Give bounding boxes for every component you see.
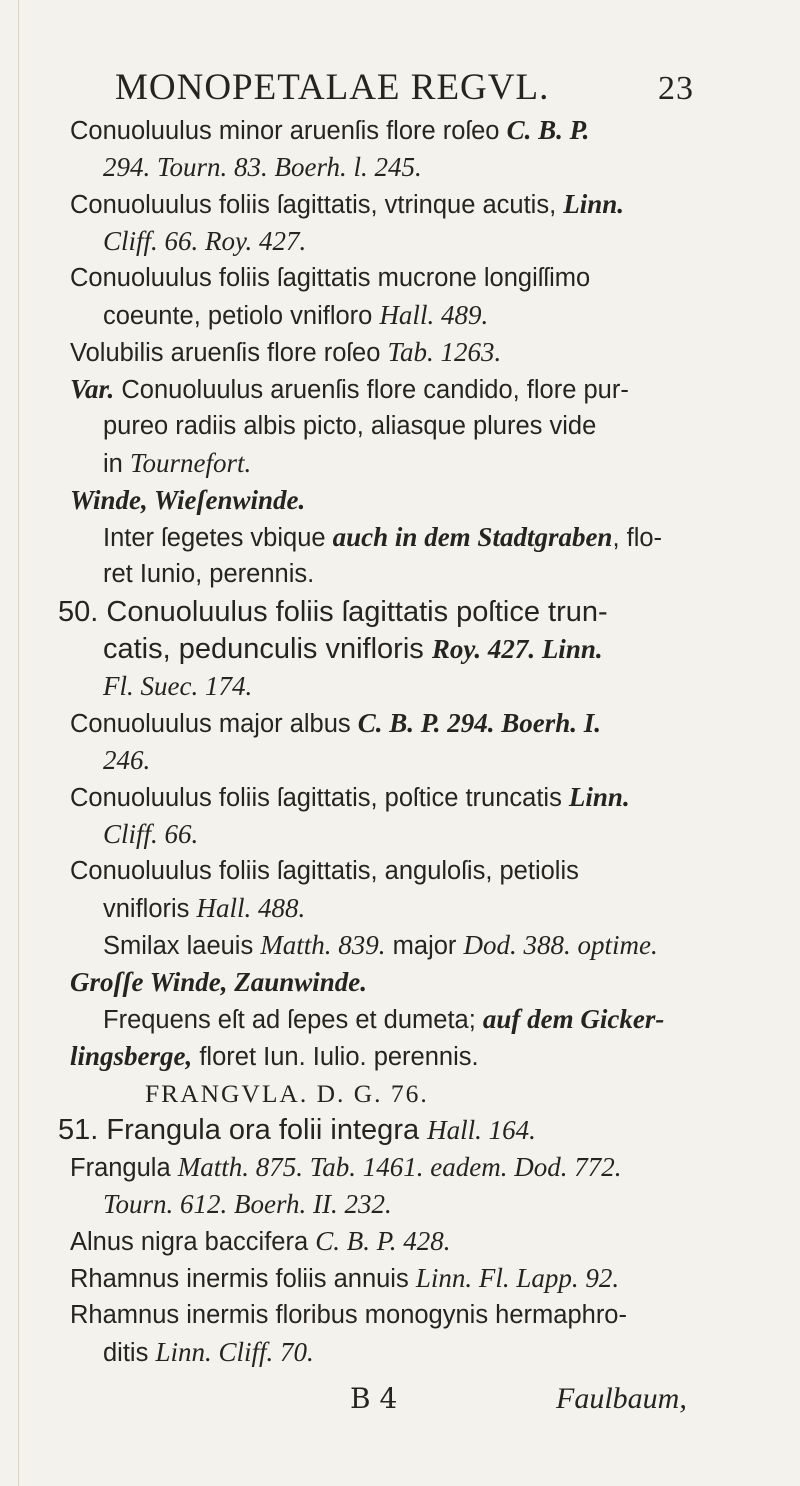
text-line xyxy=(145,1075,429,1113)
text-run: in xyxy=(103,450,130,478)
text-run: C. B. P. 294. Boerh. I. xyxy=(357,708,602,738)
text-run: Tourn. 612. Boerh. II. 232. xyxy=(103,1189,392,1219)
text-run: ditis xyxy=(103,1339,156,1367)
text-run: Cliff. 66. xyxy=(103,819,199,849)
text-run: floret Iun. Iulio. perennis. xyxy=(192,1043,479,1071)
running-head-title: MONOPETALAE REGVL. xyxy=(115,67,550,108)
text-run: Winde, Wieſenwinde. xyxy=(70,485,306,515)
text-run: Conuoluulus foliis ſagittatis mucrone longiſſimo xyxy=(70,264,591,292)
text-run: Roy. 427. Linn. xyxy=(431,634,603,664)
signature-mark: B 4 xyxy=(350,1382,398,1415)
text-run: lingsberge, xyxy=(70,1041,193,1071)
text-line xyxy=(103,556,314,593)
text-run: Inter ſegetes vbique xyxy=(103,524,333,552)
text-run: Rhamnus inermis floribus monogynis hermaphro- xyxy=(70,1301,627,1329)
text-run: coeunte, petiolo vnifloro xyxy=(103,302,380,330)
text-line xyxy=(70,371,629,409)
text-run: 246. xyxy=(103,745,151,775)
text-line xyxy=(70,482,305,520)
text-run: Hall. 488. xyxy=(196,893,306,923)
text-line xyxy=(103,408,596,445)
text-line xyxy=(103,816,198,854)
text-line xyxy=(103,149,422,187)
text-line xyxy=(103,297,488,335)
text-run: C. B. P. xyxy=(506,115,590,145)
text-line xyxy=(70,186,624,224)
text-run: auf dem Gicker- xyxy=(482,1004,665,1034)
text-line xyxy=(70,964,367,1002)
text-run: Linn. Cliff. 70. xyxy=(155,1337,314,1367)
text-run: Var. xyxy=(70,374,115,404)
text-line xyxy=(103,668,252,706)
text-run: C. B. P. 428. xyxy=(315,1226,451,1256)
text-run: 51. Frangula ora folii integra xyxy=(58,1114,428,1146)
text-line xyxy=(70,112,589,150)
text-run: Conuoluulus aruenſis flore candido, flore pur- xyxy=(114,376,629,404)
catchword: Faulbaum, xyxy=(556,1382,687,1415)
text-run: Hall. 489. xyxy=(379,300,489,330)
text-run: auch in dem Stadtgraben xyxy=(332,522,613,552)
text-line xyxy=(70,1297,627,1334)
text-line xyxy=(70,1149,621,1187)
text-run: Hall. 164. xyxy=(427,1115,536,1145)
text-line xyxy=(58,1112,536,1150)
text-run: ret Iunio, perennis. xyxy=(103,560,315,588)
text-run: Groſſe Winde, Zaunwinde. xyxy=(70,967,368,997)
text-line xyxy=(103,445,251,483)
text-run: Tournefort. xyxy=(129,448,252,478)
page-edge xyxy=(18,0,19,1486)
running-head xyxy=(115,66,715,109)
text-line xyxy=(103,1001,664,1039)
text-run: Linn. xyxy=(568,782,630,812)
text-run: FRANGVLA. D. G. 76. xyxy=(145,1079,429,1108)
text-run: Conuoluulus major albus xyxy=(70,710,358,738)
text-line xyxy=(70,779,630,817)
text-line xyxy=(70,1223,450,1261)
page-number: 23 xyxy=(658,70,694,107)
text-line xyxy=(70,260,590,297)
text-run: Conuoluulus foliis ſagittatis, poſtice truncatis xyxy=(70,784,569,812)
text-line xyxy=(103,1334,314,1372)
text-run: Volubilis aruenſis flore roſeo xyxy=(70,339,388,367)
text-run: Conuoluulus foliis ſagittatis, vtrinque acutis, xyxy=(70,191,564,219)
text-run: Frequens eſt ad ſepes et dumeta; xyxy=(103,1006,483,1034)
text-line xyxy=(70,1038,479,1076)
text-line xyxy=(70,853,579,890)
text-line xyxy=(70,705,601,743)
text-line xyxy=(103,519,662,557)
text-run: Linn. xyxy=(563,189,625,219)
text-run: catis, pedunculis vnifloris xyxy=(103,633,432,665)
text-run: Linn. Fl. Lapp. 92. xyxy=(415,1263,620,1293)
text-run: Cliff. 66. Roy. 427. xyxy=(103,226,307,256)
text-run: Rhamnus inermis foliis annuis xyxy=(70,1265,416,1293)
text-run: , flo- xyxy=(612,524,663,552)
text-line xyxy=(58,594,608,632)
text-run: Alnus nigra baccifera xyxy=(70,1228,316,1256)
text-run: Smilax laeuis xyxy=(103,932,261,960)
text-run: pureo radiis albis picto, aliasque plures vide xyxy=(103,412,597,440)
text-line xyxy=(103,631,603,669)
text-run: Conuoluulus foliis ſagittatis, anguloſis, petiolis xyxy=(70,857,579,885)
text-line xyxy=(70,1260,619,1298)
text-run: Matth. 875. Tab. 1461. eadem. Dod. 772. xyxy=(177,1152,622,1182)
text-run: Frangula xyxy=(70,1154,178,1182)
text-line xyxy=(103,223,306,261)
text-run: 50. Conuoluulus foliis ſagittatis poſtice trun- xyxy=(58,596,608,628)
text-run: vnifloris xyxy=(103,895,197,923)
text-run: Dod. 388. optime. xyxy=(463,930,658,960)
text-run: 294. Tourn. 83. Boerh. l. 245. xyxy=(103,152,422,182)
text-line xyxy=(103,1186,392,1224)
text-line xyxy=(103,890,305,928)
text-run: Conuoluulus minor aruenſis flore roſeo xyxy=(70,117,507,145)
text-line xyxy=(70,334,501,372)
text-run: major xyxy=(385,932,464,960)
text-line xyxy=(103,742,150,780)
text-line xyxy=(103,927,658,965)
text-run: Tab. 1263. xyxy=(387,337,502,367)
text-run: Fl. Suec. 174. xyxy=(103,671,253,701)
text-run: Matth. 839. xyxy=(260,930,386,960)
